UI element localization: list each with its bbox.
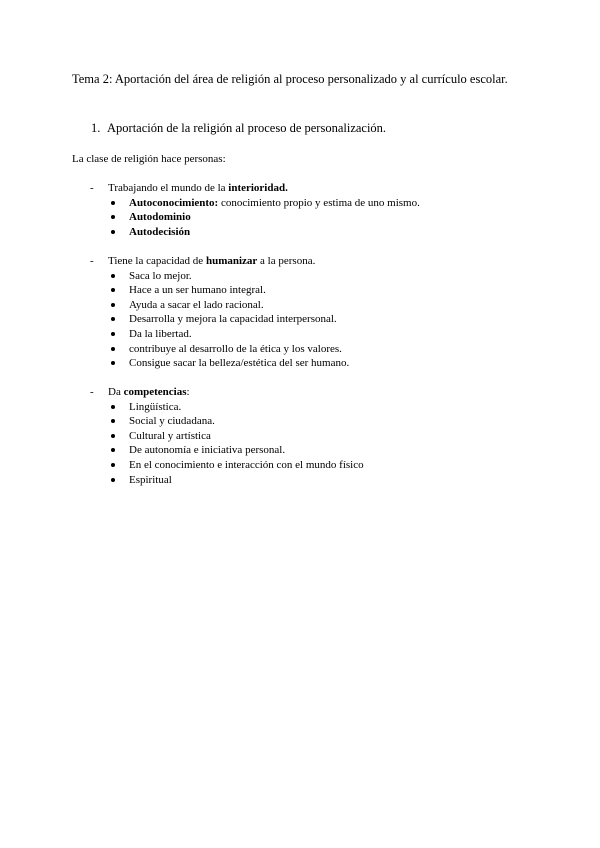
list-item <box>129 327 349 342</box>
item-text: Espiritual <box>129 473 172 486</box>
heading-text: Aportación de la religión al proceso de personalización. <box>107 121 387 135</box>
section-bold: competencias <box>123 386 187 398</box>
section-bold: humanizar <box>205 255 258 267</box>
bullet-icon <box>111 332 115 336</box>
list-item <box>129 443 364 458</box>
section-post: a la persona. <box>257 255 316 267</box>
list-item <box>129 356 349 371</box>
numbered-heading <box>91 120 386 136</box>
list-item <box>129 196 420 211</box>
section-humanizar <box>90 254 349 371</box>
bullet-icon <box>111 288 115 292</box>
item-bold: Autodecisión <box>129 225 191 238</box>
bullet-icon <box>111 419 115 423</box>
list-item <box>129 312 349 327</box>
bullet-icon <box>111 303 115 307</box>
item-text: En el conocimiento e interacción con el mundo físico <box>129 458 364 471</box>
bullet-icon <box>111 317 115 321</box>
bullet-icon <box>111 274 115 278</box>
intro-paragraph: La clase de religión hace personas: <box>72 153 226 165</box>
section-interioridad <box>90 181 420 239</box>
item-text: conocimiento propio y estima de uno mismo. <box>218 196 420 209</box>
item-text: Da la libertad. <box>129 327 192 340</box>
section-heading <box>90 254 349 269</box>
bullet-icon <box>111 361 115 365</box>
list-item <box>129 225 420 240</box>
bullet-icon <box>111 448 115 452</box>
item-text: Consigue sacar la belleza/estética del ser humano. <box>129 357 350 370</box>
section-pre: Tiene la capacidad de <box>108 255 206 267</box>
item-text: Hace a un ser humano integral. <box>129 284 266 297</box>
list-item <box>129 283 349 298</box>
item-text: Lingüística. <box>129 400 182 413</box>
item-bold: Autoconocimiento: <box>129 196 219 209</box>
dash-marker: - <box>90 182 94 194</box>
bullet-icon <box>111 463 115 467</box>
item-text: Saca lo mejor. <box>129 269 192 282</box>
bullet-icon <box>111 201 115 205</box>
list-item <box>129 342 349 357</box>
section-heading <box>90 181 420 196</box>
dash-marker: - <box>90 386 94 398</box>
list-item <box>129 269 349 284</box>
heading-number: 1. <box>91 121 101 135</box>
bullet-icon <box>111 434 115 438</box>
list-item <box>129 473 364 488</box>
bullet-icon <box>111 405 115 409</box>
bullet-list <box>90 400 364 488</box>
section-heading <box>90 385 364 400</box>
section-post: : <box>186 386 190 398</box>
section-pre: Da <box>108 386 124 398</box>
bullet-icon <box>111 347 115 351</box>
list-item <box>129 458 364 473</box>
list-item <box>129 298 349 313</box>
list-item <box>129 210 420 225</box>
item-text: Cultural y artística <box>129 429 211 442</box>
bullet-list <box>90 269 349 371</box>
bullet-icon <box>111 215 115 219</box>
section-competencias <box>90 385 364 487</box>
section-pre: Trabajando el mundo de la <box>108 182 229 194</box>
bullet-icon <box>111 230 115 234</box>
bullet-icon <box>111 478 115 482</box>
dash-marker: - <box>90 255 94 267</box>
document-title: Tema 2: Aportación del área de religión al proceso personalizado y al currículo escolar. <box>72 72 508 86</box>
item-text: contribuye al desarrollo de la ética y los valores. <box>129 342 342 355</box>
item-bold: Autodominio <box>129 211 191 224</box>
item-text: De autonomía e iniciativa personal. <box>129 444 286 457</box>
section-bold: interioridad. <box>228 182 288 194</box>
list-item <box>129 429 364 444</box>
item-text: Desarrolla y mejora la capacidad interpersonal. <box>129 313 337 326</box>
list-item <box>129 400 364 415</box>
list-item <box>129 414 364 429</box>
bullet-list <box>90 196 420 240</box>
item-text: Ayuda a sacar el lado racional. <box>129 298 264 311</box>
item-text: Social y ciudadana. <box>129 415 215 428</box>
